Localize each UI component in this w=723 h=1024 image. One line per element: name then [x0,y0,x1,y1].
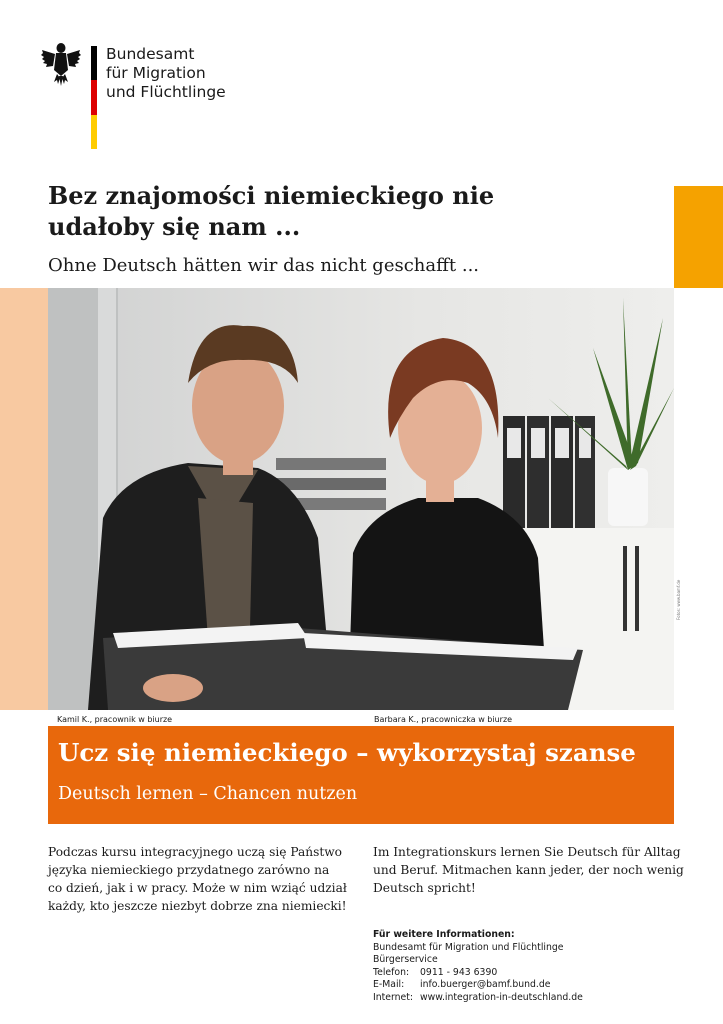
body-text-polish: Podczas kursu integracyjnego uczą się Państwo języka niemieckiego przydatnego zarówno na co dzień, jak i w pracy. Może w nim wziąć udział każdy, kto jeszcze niezbyt dobrze zna niemiecki! [48,845,347,913]
caption-left: Kamil K., pracownik w biurze [57,715,173,724]
banner-subtitle: Deutsch lernen – Chancen nutzen [58,784,358,804]
caption-right: Barbara K., pracowniczka w biurze [374,715,513,724]
info-heading: Für weitere Informationen: [373,929,515,940]
photo-two-office-workers [48,288,674,710]
body-text-german: Im Integrationskurs lernen Sie Deutsch für Alltag und Beruf. Mitmachen kann jeder, der noch wenig Deutsch spricht! [373,845,684,895]
accent-block-yellow [674,186,723,288]
photo-credit: Fotos: www.bamf.de [676,579,681,620]
email-link[interactable]: info.buerger@bamf.bund.de [420,979,551,990]
email-label: E-Mail: [373,979,405,990]
orange-banner [48,726,674,824]
info-dept: Bürgerservice [373,954,438,965]
phone-label: Telefon: [373,966,410,978]
banner-title: Ucz się niemieckiego – wykorzystaj szanse [58,738,636,767]
info-web-row [373,992,583,1005]
info-email-row [373,979,583,992]
web-link[interactable]: www.integration-in-deutschland.de [420,991,583,1003]
headline: Bez znajomości niemieckiego nie udałoby się nam ... [48,181,495,241]
info-phone-row [373,967,583,980]
phone-number: 0911 - 943 6390 [420,966,498,978]
flag-bar [91,46,97,149]
contact-info [373,929,583,1004]
info-org: Bundesamt für Migration und Flüchtlinge [373,941,564,953]
web-label: Internet: [373,991,414,1003]
federal-eagle-icon [40,40,82,86]
subheadline: Ohne Deutsch hätten wir das nicht geschafft ... [48,255,480,276]
accent-block-peach [0,288,48,710]
agency-name: Bundesamt für Migration und Flüchtlinge [106,45,226,101]
